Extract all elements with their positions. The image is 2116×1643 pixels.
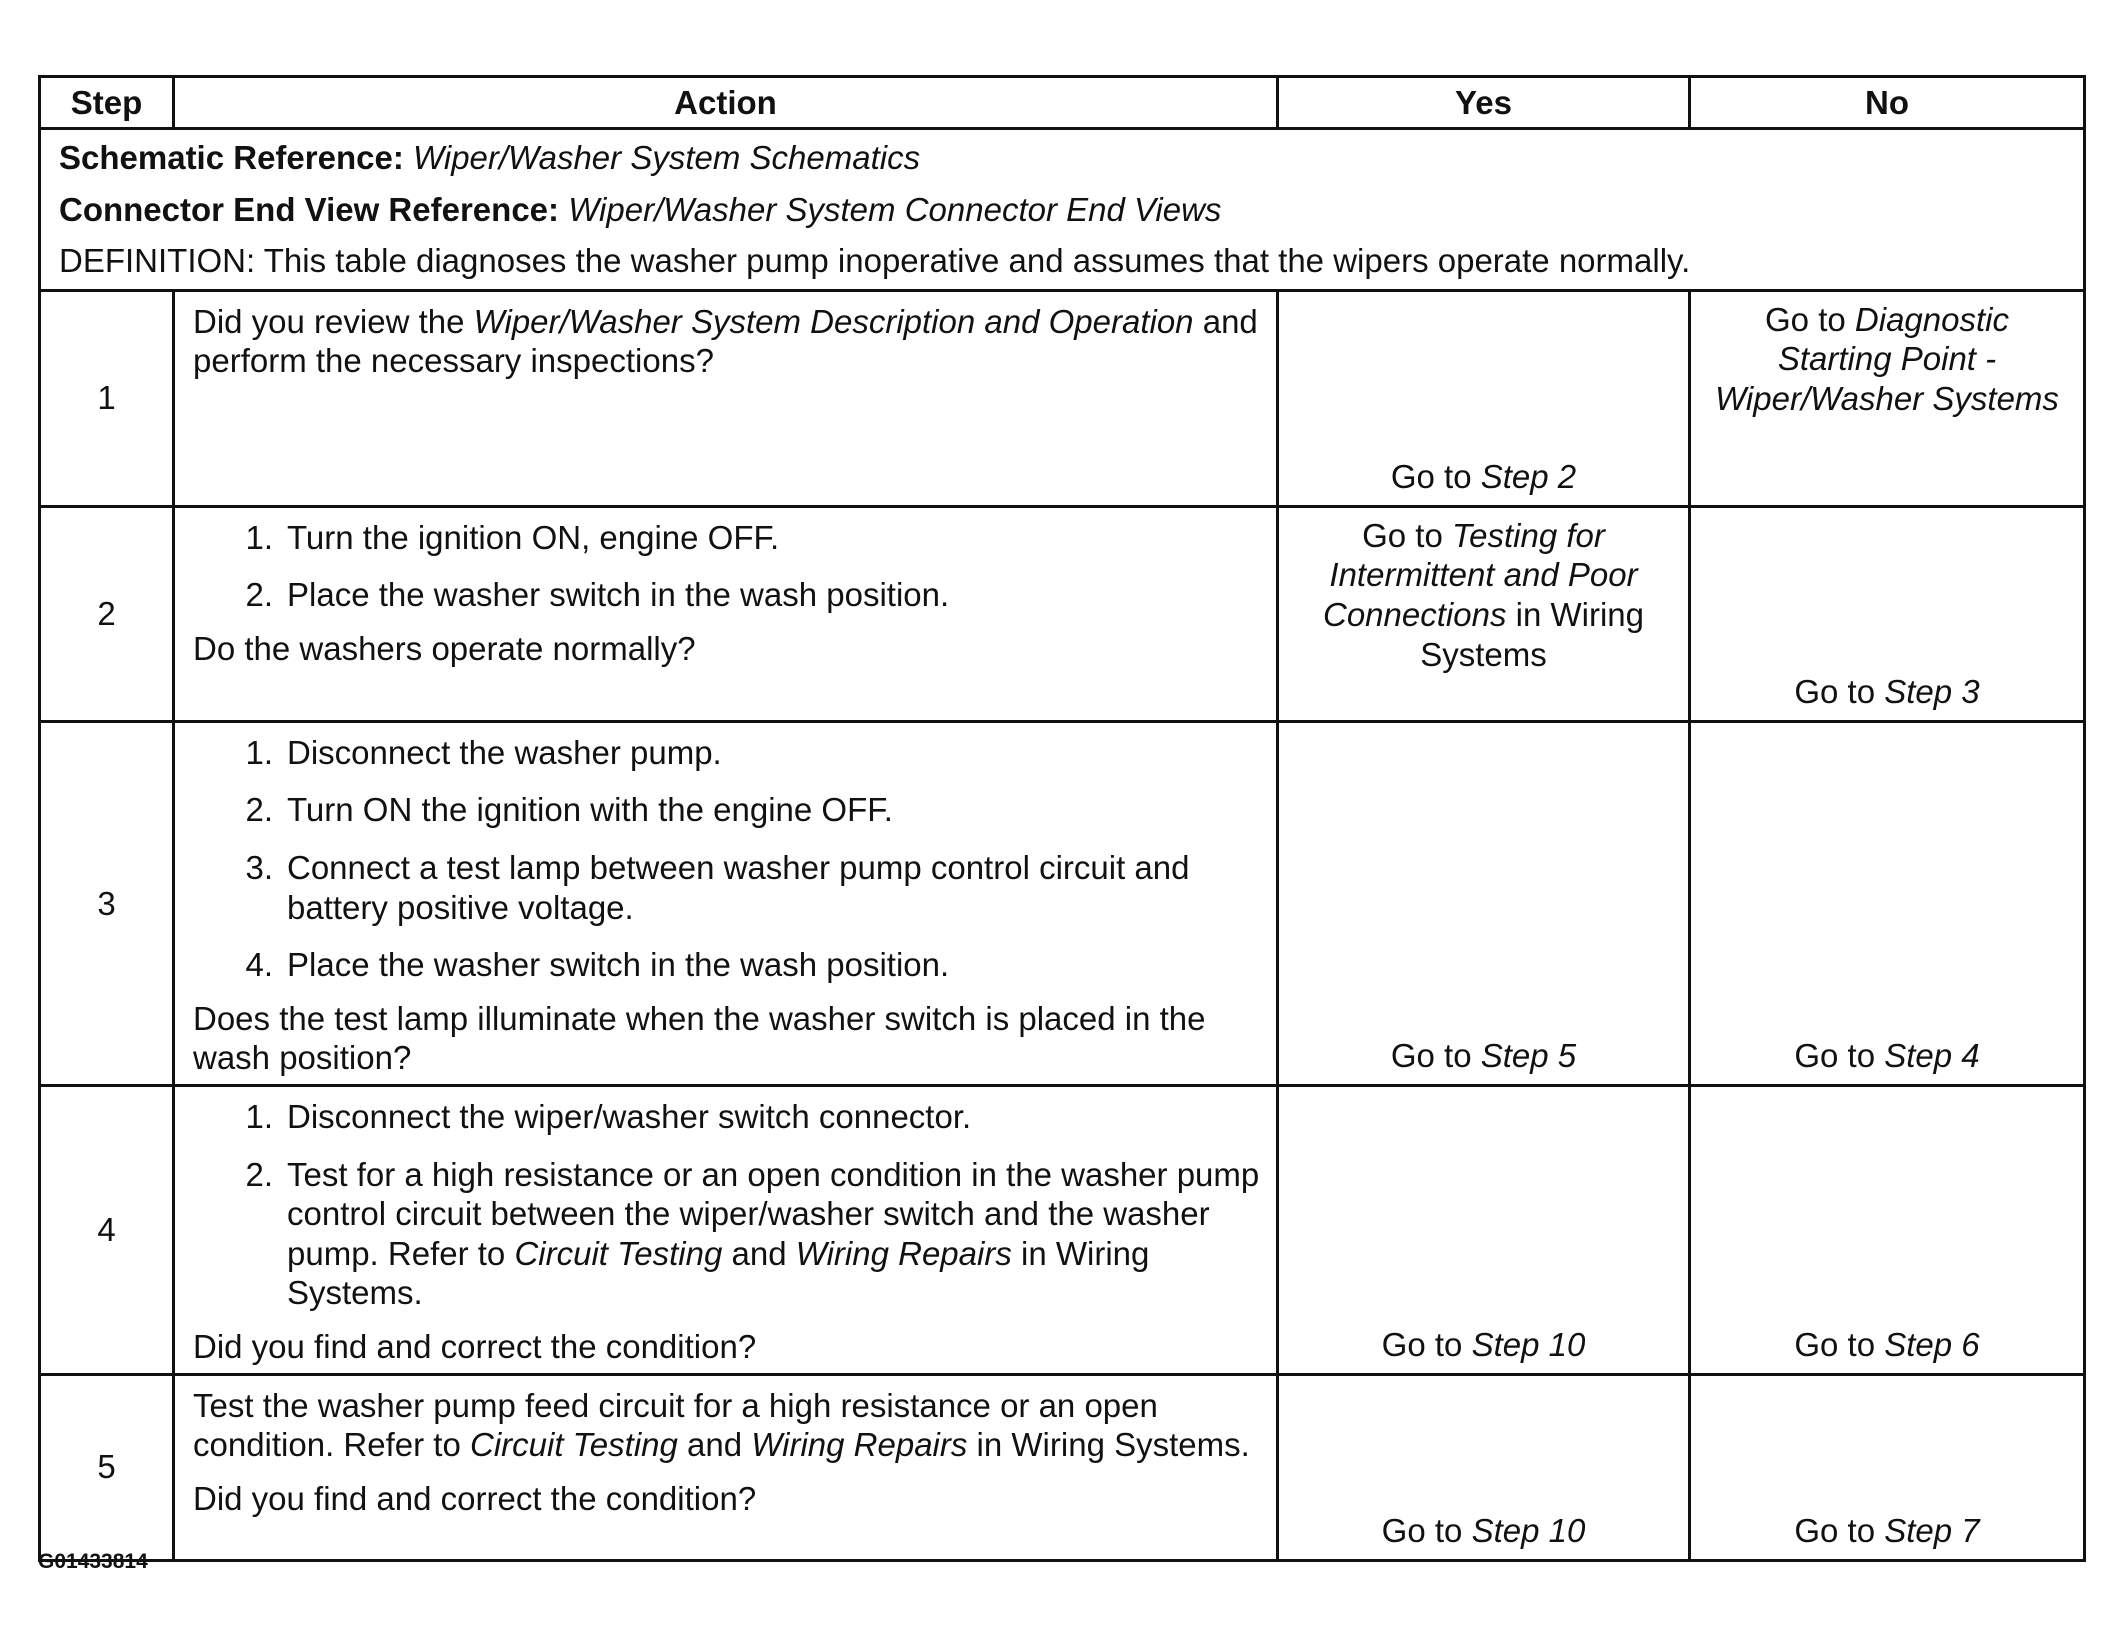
wiring-repairs-link[interactable]: Wiring Repairs	[795, 1234, 1012, 1272]
no-link[interactable]: Step 6	[1884, 1325, 1980, 1363]
yes-link[interactable]: Step 10	[1471, 1325, 1586, 1363]
no-link[interactable]: Step 4	[1884, 1037, 1980, 1075]
header-no: No	[1690, 77, 2085, 129]
table-row	[40, 1374, 2085, 1560]
yes-link[interactable]: Step 5	[1480, 1037, 1577, 1075]
yes-link[interactable]: Testing for Intermittent and Poor Connections	[1323, 516, 1638, 633]
reference-cell	[40, 129, 2085, 291]
no-link[interactable]: Diagnostic Starting Point - Wiper/Washer Systems	[1715, 300, 2059, 417]
action-cell	[174, 1085, 1278, 1374]
substep: 1. Disconnect the washer pump.	[245, 733, 722, 771]
question-text: Does the test lamp illuminate when the washer switch is placed in the wash position?	[193, 999, 1206, 1077]
connector-reference-link[interactable]: Wiper/Washer System Connector End Views	[568, 190, 1222, 228]
action-text: Test the washer pump feed circuit for a high resistance or an open condition. Refer to Circuit Testing and Wiring Repairs in Wiring Systems.	[193, 1386, 1250, 1464]
question-text: Did you find and correct the condition?	[193, 1479, 757, 1517]
step-number: 3	[40, 721, 174, 1085]
substep: 1. Disconnect the wiper/washer switch connector.	[245, 1097, 972, 1135]
substep: 1. Turn the ignition ON, engine OFF.	[245, 518, 780, 556]
no-cell: Go to Step 7	[1690, 1374, 2085, 1560]
action-cell	[174, 721, 1278, 1085]
step-number: 2	[40, 506, 174, 721]
substep: 4. Place the washer switch in the wash position.	[245, 946, 950, 984]
yes-cell: Go to Step 5	[1278, 721, 1690, 1085]
substep: 2. Turn ON the ignition with the engine OFF.	[245, 791, 893, 829]
step-number: 5	[40, 1374, 174, 1560]
table-row	[40, 1085, 2085, 1374]
connector-reference	[59, 190, 2065, 230]
question-text: Did you find and correct the condition?	[193, 1327, 757, 1365]
header-row	[40, 77, 2085, 129]
no-cell: Go to Step 4	[1690, 721, 2085, 1085]
no-cell: Go to Step 6	[1690, 1085, 2085, 1374]
step-number: 4	[40, 1085, 174, 1374]
action-cell	[174, 290, 1278, 506]
reference-row	[40, 129, 2085, 291]
header-step: Step	[40, 77, 174, 129]
table-row	[40, 506, 2085, 721]
no-link[interactable]: Step 3	[1884, 673, 1980, 711]
substep-list	[193, 518, 1260, 615]
table-row	[40, 290, 2085, 506]
circuit-testing-link[interactable]: Circuit Testing	[514, 1234, 723, 1272]
description-link[interactable]: Wiper/Washer System Description and Operation	[473, 302, 1194, 340]
action-cell	[174, 1374, 1278, 1560]
yes-link[interactable]: Step 10	[1471, 1511, 1586, 1549]
definition-text: DEFINITION: This table diagnoses the washer pump inoperative and assumes that the wipers operate normally.	[59, 242, 1691, 280]
yes-cell: Go to Step 2	[1278, 290, 1690, 506]
header-action: Action	[174, 77, 1278, 129]
table-row	[40, 721, 2085, 1085]
yes-link[interactable]: Step 2	[1480, 458, 1577, 496]
substep-list	[193, 1097, 1260, 1313]
substep-list	[193, 733, 1260, 985]
action-text: Did you review the Wiper/Washer System Description and Operation and perform the necessary inspections?	[193, 302, 1258, 380]
substep: 2. Test for a high resistance or an open condition in the washer pump control circuit between the wiper/washer switch and the washer pump. Refer to Circuit Testing and Wiring Repairs in Wiring Systems.	[245, 1155, 1260, 1312]
schematic-reference-label: Schematic Reference:	[59, 139, 404, 176]
yes-cell: Go to Step 10	[1278, 1374, 1690, 1560]
substep: 3. Connect a test lamp between washer pump control circuit and battery positive voltage.	[245, 848, 1190, 926]
connector-reference-label: Connector End View Reference:	[59, 190, 560, 228]
question-text: Do the washers operate normally?	[193, 629, 696, 667]
figure-id: G01433814	[38, 1550, 148, 1573]
schematic-reference-link[interactable]: Wiper/Washer System Schematics	[413, 139, 921, 176]
diagnostic-table	[38, 75, 2086, 1562]
yes-cell: Go to Step 10	[1278, 1085, 1690, 1374]
step-number: 1	[40, 290, 174, 506]
action-cell	[174, 506, 1278, 721]
no-cell: Go to Diagnostic Starting Point - Wiper/Washer Systems	[1690, 290, 2085, 506]
no-link[interactable]: Step 7	[1884, 1511, 1980, 1549]
wiring-repairs-link[interactable]: Wiring Repairs	[751, 1426, 968, 1464]
header-yes: Yes	[1278, 77, 1690, 129]
schematic-reference	[59, 138, 2065, 178]
circuit-testing-link[interactable]: Circuit Testing	[470, 1426, 678, 1464]
substep: 2. Place the washer switch in the wash position.	[245, 576, 950, 614]
yes-cell: Go to Testing for Intermittent and Poor Connections in Wiring Systems	[1278, 506, 1690, 721]
no-cell: Go to Step 3	[1690, 506, 2085, 721]
